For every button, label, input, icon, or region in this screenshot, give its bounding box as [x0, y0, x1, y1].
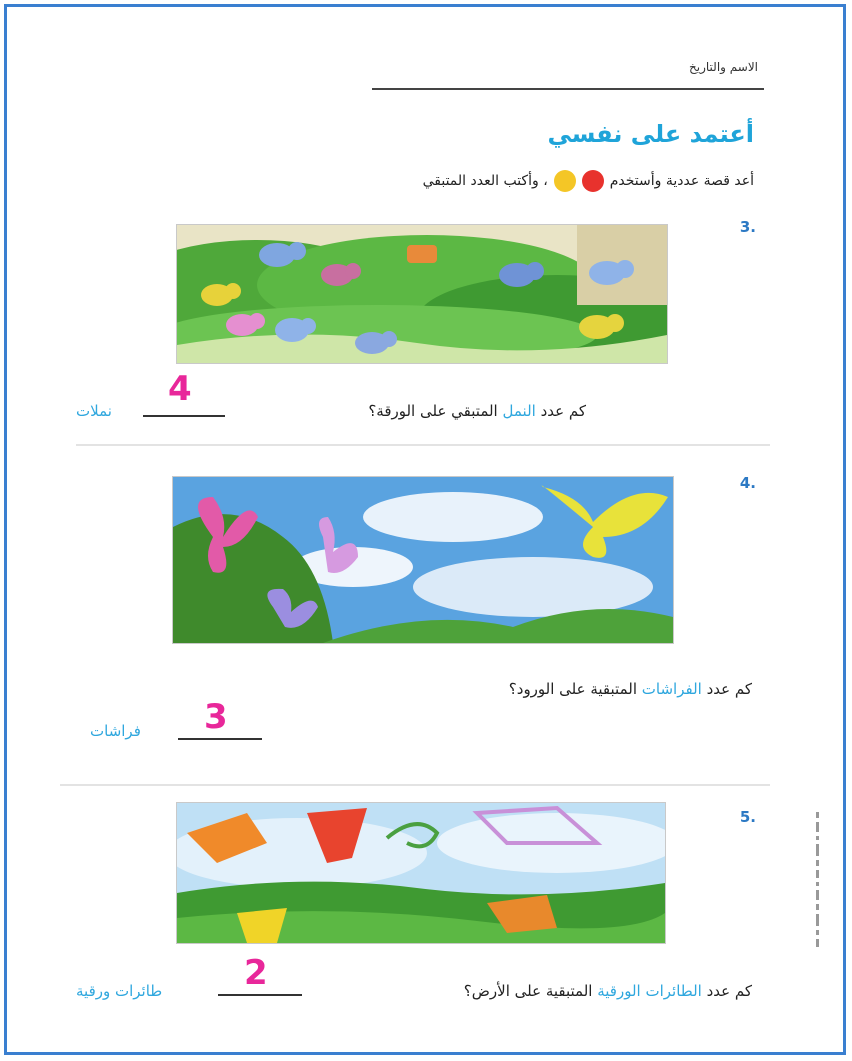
answer-value[interactable]: 3 [204, 697, 228, 737]
question-text: كم عدد النمل المتبقي على الورقة؟ [368, 402, 586, 420]
answer-line[interactable] [218, 994, 302, 996]
question-text: كم عدد الفراشات المتبقية على الورود؟ [508, 680, 752, 698]
red-counter-icon [582, 170, 604, 192]
question-number: 4. [739, 474, 756, 492]
answer-value[interactable]: 2 [244, 953, 268, 993]
butterflies-illustration [172, 476, 674, 644]
instruction [423, 170, 754, 192]
instruction-text-1: أعد قصة عددية وأستخدم [609, 173, 754, 189]
answer-unit: طائرات ورقية [76, 982, 163, 1000]
question-number: 3. [739, 218, 756, 236]
answer-line[interactable] [178, 738, 262, 740]
answer-line[interactable] [143, 415, 225, 417]
section-divider [76, 444, 770, 446]
question-text: كم عدد الطائرات الورقية المتبقية على الأرض؟ [463, 982, 752, 1000]
answer-value[interactable]: 4 [168, 369, 192, 409]
name-date-label: الاسم والتاريخ [689, 60, 758, 74]
section-divider [60, 784, 770, 786]
answer-unit: فراشات [90, 722, 141, 740]
answer-unit: نملات [76, 402, 112, 420]
question-number: 5. [739, 808, 756, 826]
instruction-text-2: ، وأكتب العدد المتبقي [422, 173, 548, 189]
side-code-mark [812, 812, 822, 992]
kites-illustration [176, 802, 666, 944]
ants-illustration [176, 224, 668, 364]
yellow-counter-icon [554, 170, 576, 192]
name-date-line[interactable] [372, 88, 764, 90]
page-title: أعتمد على نفسي [547, 120, 754, 148]
